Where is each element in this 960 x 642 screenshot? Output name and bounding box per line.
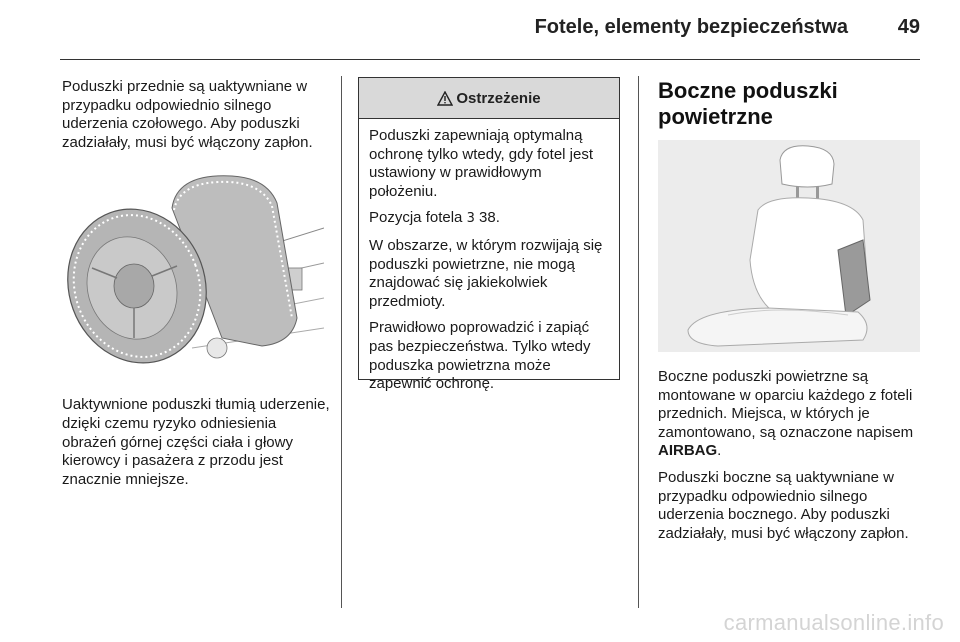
sentence-end: . [717, 442, 722, 460]
warning-header [359, 78, 619, 119]
warning-body [359, 119, 619, 394]
warning-triangle-icon [437, 91, 453, 106]
page-ref-symbol: 3 [466, 211, 475, 227]
column-side-airbags [658, 78, 922, 551]
paragraph-front-airbag-activation: Poduszki przednie są uaktywniane w przypadku odpowiednio silnego uderzenia czołowego. Aby poduszki zadziałały, musi być włączony zapłon. [62, 78, 313, 151]
airbag-label: AIRBAG [658, 442, 718, 460]
page-ref-link[interactable]: 38. [479, 209, 500, 227]
column-divider [341, 76, 342, 608]
section-heading: Boczne poduszki powietrzne [658, 78, 838, 129]
paragraph-side-airbag-activation: Poduszki boczne są uaktywniane w przypadku odpowiednio silnego uderzenia bocznego. Aby poduszki zadziałały, musi być włączony zapłon. [658, 468, 909, 542]
side-airbag-text: Boczne poduszki powietrzne są montowane w oparciu każdego z foteli przednich. Miejsca, w których je zamontowano, są oznaczone napisem [658, 368, 914, 441]
warning-box [358, 77, 620, 393]
warning-title: Ostrzeżenie [456, 89, 541, 107]
watermark: carmanualsonline.info [723, 610, 944, 635]
paragraph-airbag-benefit: Uaktywnione poduszki tłumią uderzenie, dzięki czemu ryzyko odniesienia obrażeń górnej części ciała i głowy kierowcy i pasażera z przodu jest znacznie mniejsze. [62, 396, 330, 488]
page-header-title: Fotele, elementy bezpieczeństwa [534, 16, 848, 38]
seat-position-text: Pozycja fotela [369, 209, 463, 227]
warning-paragraph: Poduszki zapewniają optymalną ochronę tylko wtedy, gdy fotel jest ustawiony w prawidłowym położeniu. [369, 127, 594, 200]
warning-paragraph-seat-position [369, 209, 609, 229]
page-number: 49 [897, 16, 920, 38]
seat-side-airbag-illustration [658, 140, 920, 352]
warning-paragraph: Prawidłowo poprowadzić i zapiąć pas bezpieczeństwa. Tylko wtedy poduszka powietrzna może zapewnić ochronę. [369, 319, 591, 393]
header-rule [60, 59, 920, 60]
column-divider [638, 76, 639, 608]
deployed-front-airbag-illustration [62, 168, 324, 378]
warning-paragraph: W obszarze, w którym rozwijają się poduszki powietrzne, nie mogą znajdować się jakiekolwiek przedmioty. [369, 236, 603, 310]
column-front-airbags [62, 78, 330, 497]
paragraph-side-airbag-location [658, 368, 922, 461]
